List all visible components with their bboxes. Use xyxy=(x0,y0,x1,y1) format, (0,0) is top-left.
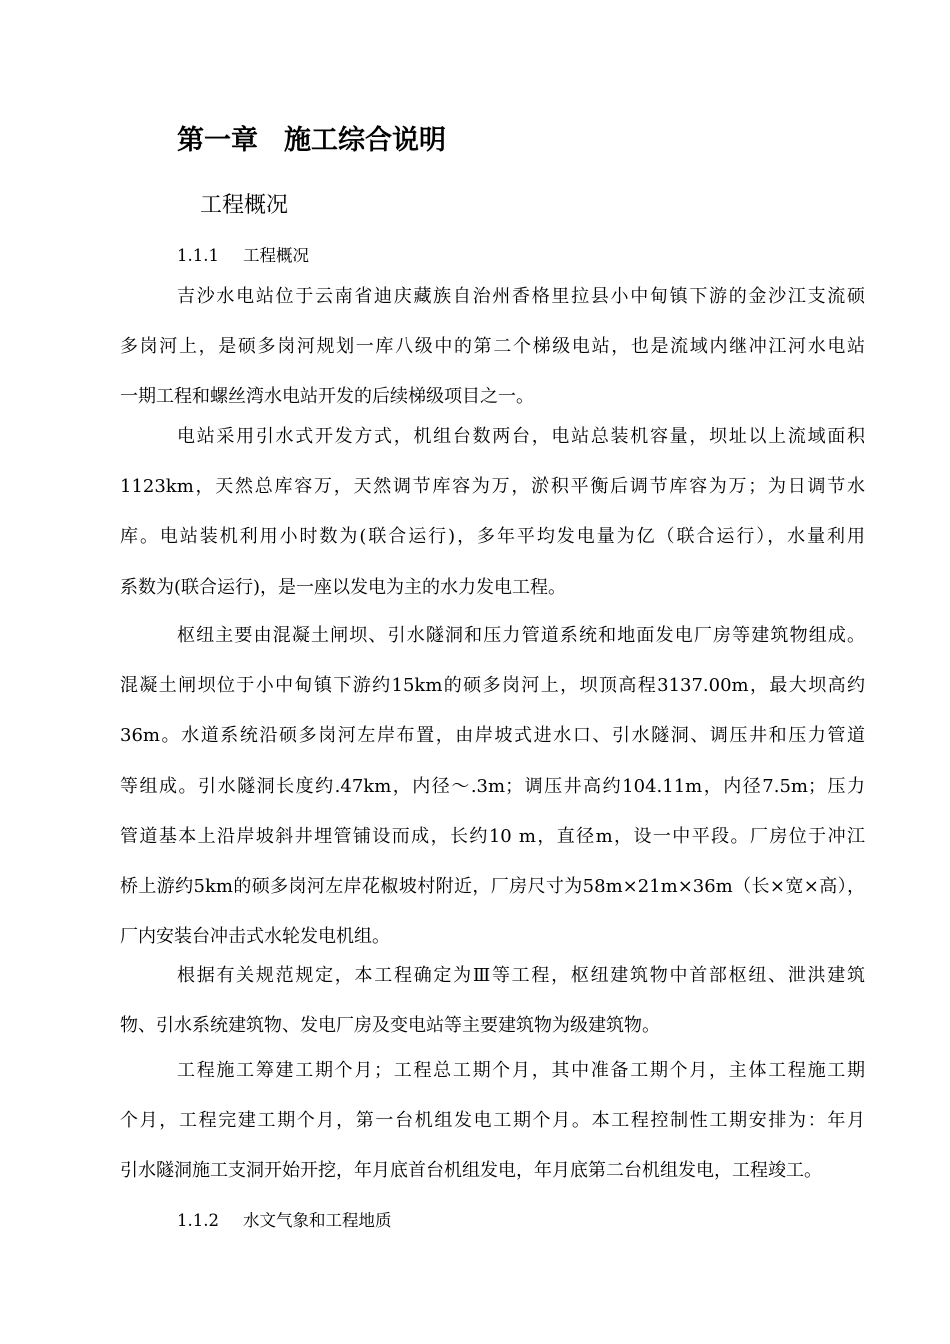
subsection-title: 工程概况 xyxy=(243,246,309,265)
paragraph-4 xyxy=(120,951,865,1051)
paragraph-line: 多岗河上，是硕多岗河规划一库八级中的第二个梯级电站，也是流域内继冲江河水电站 xyxy=(120,336,865,358)
paragraph-5 xyxy=(120,1046,865,1197)
paragraph-line: 36m。水道系统沿硕多岗河左岸布置，由岸坡式进水口、引水隧洞、调压井和压力管道 xyxy=(120,725,865,747)
subsection-heading-2 xyxy=(177,1207,392,1231)
chapter-title-text: 施工综合说明 xyxy=(284,125,446,156)
chapter-title xyxy=(177,118,446,157)
chapter-number: 第一章 xyxy=(177,125,258,156)
subsection-title: 水文气象和工程地质 xyxy=(243,1211,392,1230)
paragraph-line: 1123km，天然总库容万，天然调节库容为万，淤积平衡后调节库容为万；为日调节水 xyxy=(120,476,865,498)
paragraph-line: 混凝土闸坝位于小中甸镇下游约15km的硕多岗河上，坝顶高程3137.00m，最大坝高约 xyxy=(120,675,865,697)
paragraph-line: 桥上游约5km的硕多岗河左岸花椒坡村附近，厂房尺寸为58m×21m×36m（长×宽×高）， xyxy=(120,875,865,897)
paragraph-line: 工程施工筹建工期个月；工程总工期个月，其中准备工期个月，主体工程施工期 xyxy=(177,1060,865,1081)
paragraph-line: 枢纽主要由混凝土闸坝、引水隧洞和压力管道系统和地面发电厂房等建筑物组成。 xyxy=(177,625,865,646)
paragraph-line: 库。电站装机利用小时数为(联合运行)，多年平均发电量为亿（联合运行），水量利用 xyxy=(120,526,865,548)
paragraph-line: 等组成。引水隧洞长度约.47km，内径～.3m；调压井高约104.11m，内径7.5m；压力 xyxy=(120,775,865,797)
paragraph-line: 根据有关规范规定，本工程确定为Ⅲ等工程，枢纽建筑物中首部枢纽、泄洪建筑 xyxy=(177,965,865,986)
paragraph-line: 系数为(联合运行)，是一座以发电为主的水力发电工程。 xyxy=(120,576,567,598)
paragraph-line: 个月，工程完建工期个月，第一台机组发电工期个月。本工程控制性工期安排为：年月 xyxy=(120,1110,865,1132)
subsection-number: 1.1.1 xyxy=(177,246,219,265)
paragraph-3 xyxy=(120,611,865,962)
paragraph-line: 一期工程和螺丝湾水电站开发的后续梯级项目之一。 xyxy=(120,386,534,408)
subsection-number: 1.1.2 xyxy=(177,1211,219,1230)
paragraph-line: 电站采用引水式开发方式，机组台数两台，电站总装机容量，坝址以上流域面积 xyxy=(177,426,865,447)
paragraph-line: 物、引水系统建筑物、发电厂房及变电站等主要建筑物为级建筑物。 xyxy=(120,1015,660,1037)
paragraph-line: 引水隧洞施工支洞开始开挖，年月底首台机组发电，年月底第二台机组发电，工程竣工。 xyxy=(120,1160,822,1182)
paragraph-2 xyxy=(120,412,865,613)
paragraph-line: 吉沙水电站位于云南省迪庆藏族自治州香格里拉县小中甸镇下游的金沙江支流硕 xyxy=(177,286,865,307)
paragraph-line: 管道基本上沿岸坡斜井埋管铺设而成，长约10 m，直径m，设一中平段。厂房位于冲江 xyxy=(120,825,865,847)
paragraph-line: 厂内安装台冲击式水轮发电机组。 xyxy=(120,926,390,948)
subsection-heading-1 xyxy=(177,242,309,266)
paragraph-1 xyxy=(120,272,865,423)
section-title: 工程概况 xyxy=(200,193,289,218)
